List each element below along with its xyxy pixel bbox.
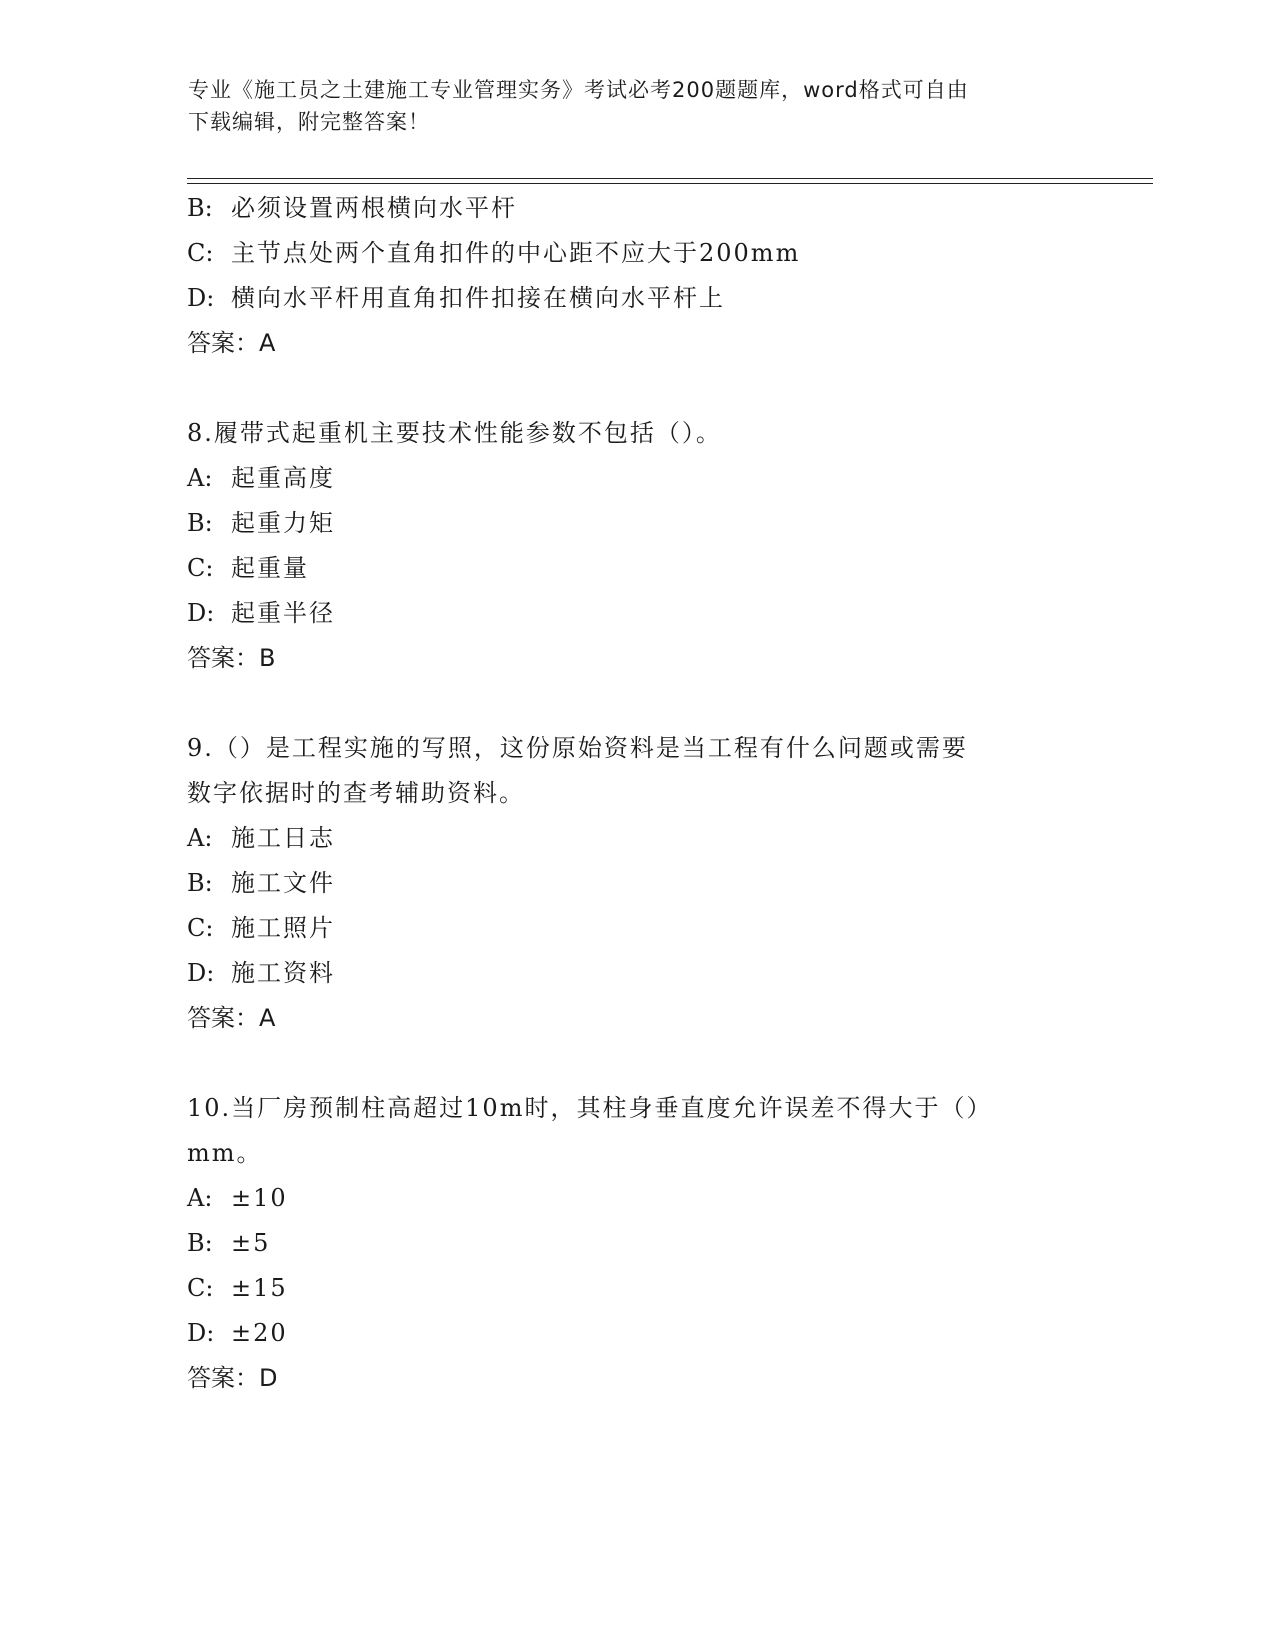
question-9-stem-line-2: 数字依据时的查考辅助资料。 (187, 779, 525, 807)
option-text: 施工日志 (231, 824, 335, 852)
question-10-stem-line-1: 10.当厂房预制柱高超过10m时，其柱身垂直度允许误差不得大于（） (187, 1094, 993, 1122)
option-label: C: (187, 1274, 214, 1302)
option-a (187, 463, 335, 493)
option-b (187, 868, 335, 898)
option-text: 起重高度 (231, 464, 335, 492)
option-label: B: (187, 509, 213, 537)
option-c (187, 913, 335, 943)
answer-line: 答案：B (187, 644, 276, 672)
option-label: B: (187, 1229, 213, 1257)
option-d (187, 598, 335, 628)
option-label: D: (187, 599, 215, 627)
option-text: 起重量 (231, 554, 309, 582)
answer-line: 答案：A (187, 1004, 276, 1032)
option-label: B: (187, 869, 213, 897)
header-line-1: 专业《施工员之土建施工专业管理实务》考试必考200题题库，word格式可自由 (188, 78, 969, 102)
answer-line: 答案：A (187, 329, 276, 357)
question-9-stem-line-1: 9.（）是工程实施的写照，这份原始资料是当工程有什么问题或需要 (187, 734, 968, 762)
option-label: C: (187, 914, 214, 942)
question-10-stem-line-2: mm。 (187, 1139, 263, 1167)
option-text: ±15 (231, 1274, 288, 1302)
option-a (187, 1183, 288, 1213)
option-label: C: (187, 554, 214, 582)
option-text: 主节点处两个直角扣件的中心距不应大于200mm (231, 239, 801, 267)
option-text: 必须设置两根横向水平杆 (231, 194, 517, 222)
option-d (187, 958, 335, 988)
option-text: 横向水平杆用直角扣件扣接在横向水平杆上 (231, 284, 725, 312)
option-c (187, 1273, 288, 1303)
option-text: ±10 (231, 1184, 288, 1212)
option-text: 起重力矩 (231, 509, 335, 537)
option-text: 施工照片 (231, 914, 335, 942)
option-text: 施工文件 (231, 869, 335, 897)
answer-line: 答案：D (187, 1364, 278, 1392)
option-text: ±5 (231, 1229, 271, 1257)
option-label: D: (187, 959, 215, 987)
option-a (187, 823, 335, 853)
option-d (187, 1318, 288, 1348)
question-8-stem: 8.履带式起重机主要技术性能参数不包括（）。 (187, 419, 722, 447)
option-d (187, 283, 725, 313)
option-label: A: (187, 1184, 213, 1212)
option-c (187, 238, 800, 268)
option-b (187, 193, 517, 223)
option-label: D: (187, 284, 215, 312)
option-label: B: (187, 194, 213, 222)
option-label: C: (187, 239, 214, 267)
option-text: 施工资料 (231, 959, 335, 987)
document-header (188, 74, 1068, 138)
option-text: 起重半径 (231, 599, 335, 627)
option-label: D: (187, 1319, 215, 1347)
header-divider-top (187, 178, 1153, 179)
option-label: A: (187, 464, 213, 492)
option-b (187, 1228, 270, 1258)
header-divider-bottom (187, 183, 1153, 184)
option-text: ±20 (231, 1319, 288, 1347)
option-b (187, 508, 335, 538)
option-label: A: (187, 824, 213, 852)
option-c (187, 553, 309, 583)
header-line-2: 下载编辑，附完整答案！ (188, 110, 430, 134)
